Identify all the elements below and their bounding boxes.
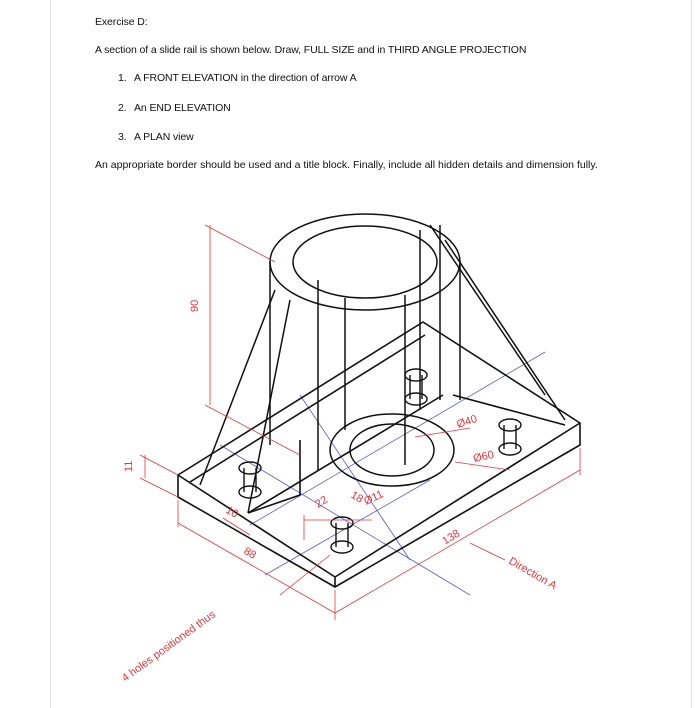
- cylinder-boss: [200, 214, 565, 513]
- hole: [405, 369, 427, 405]
- dim-boss-diameter: Ø60: [472, 448, 495, 465]
- dim-hole-diameter: Ø11: [362, 488, 386, 508]
- intro-text: A section of a slide rail is shown below. Draw, FULL SIZE and in THIRD ANGLE PROJECTION: [95, 44, 527, 56]
- dimension-labels: [120, 300, 559, 685]
- direction-a-label: Direction A: [506, 555, 559, 593]
- dim-rib: 10: [223, 504, 241, 521]
- holes-note: 4 holes positioned thus: [119, 608, 218, 685]
- dim-plate-thickness: 11: [123, 460, 135, 472]
- task-item: A PLAN view: [134, 131, 194, 143]
- exercise-heading: Exercise D:: [95, 16, 148, 28]
- dim-18: 18: [348, 489, 366, 506]
- dim-bore-diameter: Ø40: [455, 413, 479, 431]
- dim-length: 138: [440, 527, 463, 548]
- task-number: 3.: [118, 131, 127, 143]
- dim-height: 90: [189, 299, 201, 312]
- hole: [499, 419, 521, 455]
- task-number: 2.: [118, 102, 127, 114]
- task-number: 1.: [118, 72, 127, 84]
- task-item: A FRONT ELEVATION in the direction of arrow A: [134, 72, 357, 84]
- dim-width: 88: [241, 545, 259, 562]
- task-item: An END ELEVATION: [134, 102, 231, 114]
- closing-text: An appropriate border should be used and a title block. Finally, include all hidden details and dimension fully.: [95, 159, 598, 171]
- dim-22: 22: [313, 493, 330, 511]
- base-plate: [178, 322, 580, 587]
